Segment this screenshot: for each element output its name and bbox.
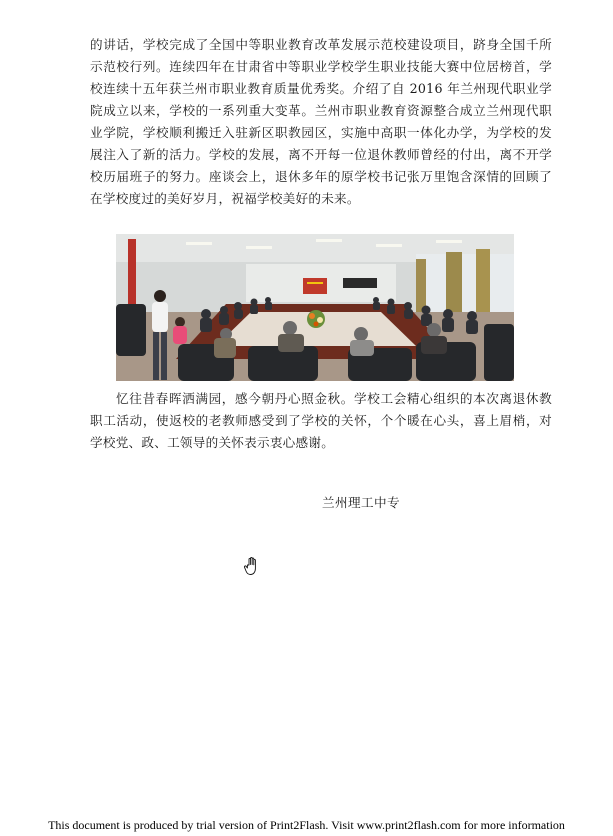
body-paragraph-1: 的讲话，学校完成了全国中等职业教育改革发展示范校建设项目，跻身全国千所示范校行列。连续四年在甘肃省中等职业学校学生职业技能大赛中位居榜首，学校连续十五年获兰州市职业教育质量优秀奖。介绍了自 2016 年兰州现代职业学院成立以来，学校的一系列重大变革。兰州市职业教育资源整合成立兰州现代职业学院，学校顺利搬迁入驻新区职教园区，实施中高职一体化办学，为学校的发展注入了新的活力。学校的发展，离不开每一位退休教师曾经的付出，离不开学校历届班子的努力。座谈会上，退休多年的原学校书记张万里饱含深情的回顾了在学校度过的美好岁月，祝福学校美好的未来。 [90, 37, 552, 206]
body-paragraph-2: 忆往昔春晖洒满园，感今朝丹心照金秋。学校工会精心组织的本次离退休教职工活动，使返校的老教师感受到了学校的关怀，个个暖在心头，喜上眉梢，对学校党、政、工领导的关怀表示衷心感谢。 [90, 391, 552, 450]
signature: 兰州理工中专 [322, 495, 400, 510]
trial-notice-footer: This document is produced by trial version of Print2Flash. Visit www.print2flash.com for more information [48, 818, 565, 832]
hand-cursor-icon [243, 556, 263, 578]
meeting-photo [116, 234, 514, 381]
